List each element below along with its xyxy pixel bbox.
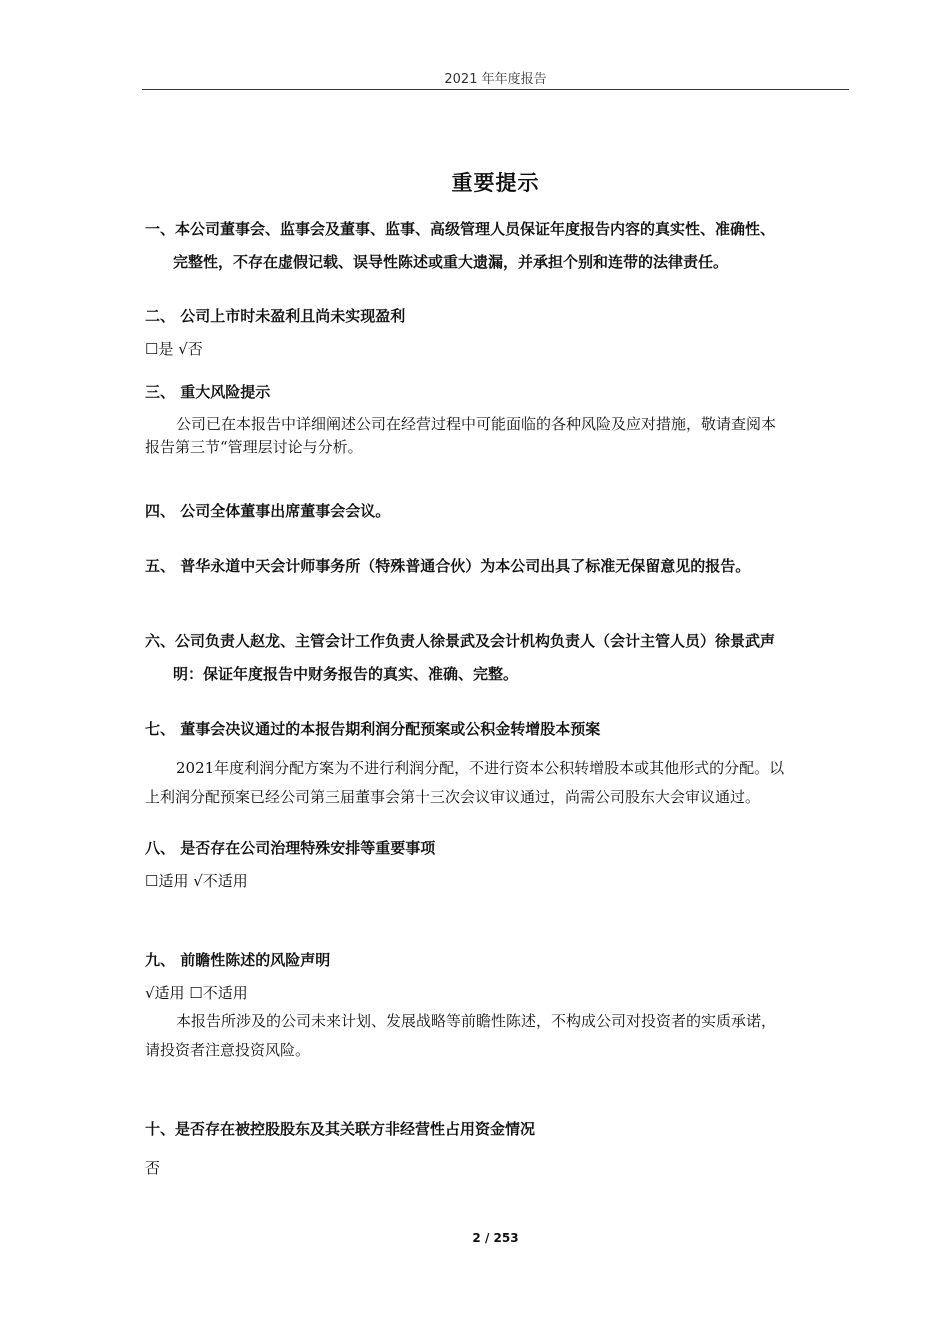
section-7-heading: 七、 董事会决议通过的本报告期利润分配预案或公积金转增股本预案 — [145, 720, 601, 738]
section-9-options: √适用 ☐不适用 — [145, 984, 248, 1002]
page-title: 重要提示 — [451, 171, 540, 195]
section-10-heading: 十、是否存在被控股股东及其关联方非经营性占用资金情况 — [145, 1120, 536, 1138]
section-2-options: ☐是 √否 — [145, 340, 203, 358]
section-7-para-line-2: 上利润分配预案已经公司第三届董事会第十三次会议审议通过，尚需公司股东大会审议通过。 — [145, 788, 761, 806]
section-2-heading: 二、 公司上市时未盈利且尚未实现盈利 — [145, 307, 406, 325]
page-number: 2 / 253 — [472, 1231, 519, 1245]
section-9-para-line-1: 本报告所涉及的公司未来计划、发展战略等前瞻性陈述，不构成公司对投资者的实质承诺， — [176, 1012, 777, 1030]
section-9-para-line-2: 请投资者注意投资风险。 — [145, 1041, 311, 1059]
section-4-heading: 四、 公司全体董事出席董事会会议。 — [145, 502, 391, 520]
header-divider — [142, 89, 849, 90]
report-header-title: 2021 年年度报告 — [444, 72, 547, 87]
section-7-para-line-1: 2021年度利润分配方案为不进行利润分配，不进行资本公积转增股本或其他形式的分配。以 — [176, 759, 785, 777]
section-1-line-1: 一、本公司董事会、监事会及董事、监事、高级管理人员保证年度报告内容的真实性、准确性、 — [145, 220, 776, 238]
section-8-options: ☐适用 √不适用 — [145, 872, 248, 890]
section-9-heading: 九、 前瞻性陈述的风险声明 — [145, 951, 331, 969]
section-8-heading: 八、 是否存在公司治理特殊安排等重要事项 — [145, 839, 436, 857]
section-1-line-2: 完整性，不存在虚假记载、误导性陈述或重大遗漏，并承担个别和连带的法律责任。 — [173, 253, 729, 271]
section-6-line-1: 六、公司负责人赵龙、主管会计工作负责人徐景武及会计机构负责人（会计主管人员）徐景武声 — [145, 632, 776, 650]
section-10-answer: 否 — [145, 1159, 161, 1177]
section-3-para-line-2: 报告第三节“管理层讨论与分析。 — [145, 438, 363, 456]
section-3-para-line-1: 公司已在本报告中详细阐述公司在经营过程中可能面临的各种风险及应对措施，敬请查阅本 — [176, 415, 777, 433]
section-5-heading: 五、 普华永道中天会计师事务所（特殊普通合伙）为本公司出具了标准无保留意见的报告。 — [145, 557, 751, 575]
section-6-line-2: 明：保证年度报告中财务报告的真实、准确、完整。 — [173, 665, 519, 683]
section-3-heading: 三、 重大风险提示 — [145, 383, 271, 401]
